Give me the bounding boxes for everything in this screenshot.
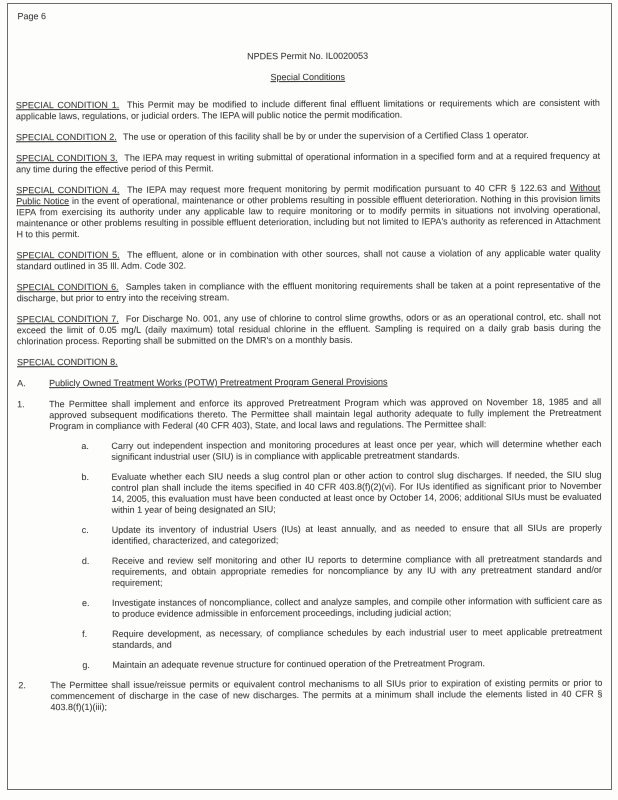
condition-8-label: SPECIAL CONDITION 8. bbox=[16, 356, 118, 368]
subitem-e-label: e. bbox=[82, 597, 90, 608]
page-content bbox=[15, 9, 602, 723]
section-a-heading: Publicly Owned Treatment Works (POTW) Pretreatment Program General Provisions bbox=[49, 376, 388, 389]
subitem-g-text: Maintain an adequate revenue structure for continued operation of the Pretreatment Program. bbox=[112, 658, 486, 670]
subitem-b-label: b. bbox=[81, 471, 90, 482]
item-1-label: 1. bbox=[17, 399, 25, 410]
subitem-a bbox=[81, 439, 601, 463]
subitem-g-label: g. bbox=[82, 659, 90, 670]
special-condition-6 bbox=[17, 280, 601, 305]
subitem-c bbox=[82, 523, 602, 547]
page-number: Page 6 bbox=[17, 11, 47, 22]
permit-number: NPDES Permit No. IL0020053 bbox=[247, 50, 369, 62]
special-condition-4 bbox=[16, 183, 600, 241]
condition-4-underlined-phrase: Without Public Notice bbox=[16, 182, 601, 207]
condition-3-label: SPECIAL CONDITION 3. bbox=[16, 152, 118, 164]
subitem-f-label: f. bbox=[82, 628, 88, 639]
subitem-list bbox=[17, 439, 602, 672]
subitem-e-text: Investigate instances of noncompliance, collect and analyze samples, and compile other information with sufficient care as to produce evidence admissible in enforcement proceedings, including judicial action; bbox=[112, 595, 603, 619]
subitem-f-text: Require development, as necessary, of compliance schedules by each industrial user to meet applicable pretreatment standards, and bbox=[112, 626, 603, 650]
subitem-f bbox=[82, 627, 602, 651]
condition-2-text: The use or operation of this facility shall be by or under the supervision of a Certified Class 1 operator. bbox=[123, 130, 529, 142]
special-condition-7 bbox=[17, 312, 601, 348]
subitem-d bbox=[82, 554, 602, 589]
subitem-d-text: Receive and review self monitoring and other IU reports to determine compliance with all pretreatment standards and requirements, and obtain appropriate remedies for noncompliance by any IU with any pretreatment standard and/or requirement; bbox=[111, 553, 602, 588]
special-condition-8 bbox=[17, 355, 601, 369]
document-title: Special Conditions bbox=[270, 71, 346, 83]
special-condition-1 bbox=[16, 98, 600, 123]
section-a-label: A. bbox=[17, 378, 26, 389]
item-2-text: The Permittee shall issue/reissue permits or equivalent control mechanisms to all SIUs prior to expiration of existing permits or prior to commencement of discharge in the case of new discharges. The permits at a minimum shall include the elements listed in 40 CFR § 403.8(f)(1)(iii); bbox=[50, 677, 603, 713]
condition-1-label: SPECIAL CONDITION 1. bbox=[15, 99, 120, 111]
special-condition-3 bbox=[16, 151, 600, 176]
subitem-d-label: d. bbox=[81, 555, 90, 566]
condition-5-text: The effluent, alone or in combination with other sources, shall not cause a violation of any applicable water quality standard outlined in 35 Ill. Adm. Code 302. bbox=[16, 247, 601, 272]
condition-6-label: SPECIAL CONDITION 6. bbox=[16, 281, 119, 293]
condition-3-text: The IEPA may request in writing submittal of operational information in a specified form and at a required frequency at any time during the effective period of this Permit. bbox=[16, 150, 601, 175]
subitem-b-text: Evaluate whether each SIU needs a slug control plan or other action to control slug discharges. If needed, the SIU slug control plan shall include the items specified in 40 CFR 403.8(f)(2)(vi). For IUs identified as significant prior to November 14, 2005, this evaluation must have been conducted at least once by October 14, 2006; additional SIUs must be evaluated within 1 year of being designated an SIU; bbox=[111, 469, 602, 515]
subitem-c-text: Update its inventory of industrial Users (IUs) at least annually, and as needed to ensure that all SIUs are properly identified, characterized, and categorized; bbox=[111, 522, 602, 546]
condition-4-label: SPECIAL CONDITION 4. bbox=[16, 184, 120, 196]
condition-6-text: Samples taken in compliance with the effluent monitoring requirements shall be taken at a point representative of the discharge, but prior to entry into the receiving stream. bbox=[16, 279, 601, 304]
condition-4-text-pre: The IEPA may request more frequent monitoring by permit modification pursuant to 40 CFR § 122.63 and bbox=[127, 182, 566, 195]
condition-7-label: SPECIAL CONDITION 7. bbox=[16, 313, 119, 325]
condition-2-label: SPECIAL CONDITION 2. bbox=[15, 131, 117, 143]
subitem-a-text: Carry out independent inspection and monitoring procedures at least once per year, which will determine whether each significant industrial user (SIU) is in compliance with applicable pretreatment standards. bbox=[111, 438, 602, 462]
condition-4-text-post: in the event of operational, maintenance or other problems resulting in possible effluent deterioration. Nothing in this provision limits IEPA from exercising its authority under any applicable law to require monitoring or to modify permits in situations not involving operational, maintenance or other problems resulting in possible effluent deterioration, including but not limited to IEPA's authority as referenced in Attachment H to this permit. bbox=[16, 193, 601, 240]
special-condition-5 bbox=[16, 248, 600, 273]
subitem-c-label: c. bbox=[81, 524, 89, 535]
condition-1-text: This Permit may be modified to include different final effluent limitations or requirements which are consistent with applicable laws, regulations, or judicial orders. The IEPA will public notice the permit modification. bbox=[15, 97, 600, 122]
condition-5-label: SPECIAL CONDITION 5. bbox=[16, 249, 120, 261]
item-1 bbox=[17, 397, 601, 433]
condition-7-text: For Discharge No. 001, any use of chlorine to control slime growths, odors or as an operational control, etc. shall not exceed the limit of 0.05 mg/L (daily maximum) total residual chlorine in the effluent. Sampling is required on a daily grab basis during the chlorination process. Reporting shall be submitted on the DMR's on a monthly basis. bbox=[16, 311, 601, 347]
section-a bbox=[17, 376, 601, 390]
subitem-e bbox=[82, 596, 602, 620]
item-1-text: The Permittee shall implement and enforce its approved Pretreatment Program which was approved on November 18, 1985 and all approved subsequent modifications thereto. The Permittee shall maintain legal authority adequate to fully implement the Pretreatment Program in compliance with Federal (40 CFR 403), State, and local laws and regulations. The Permittee shall: bbox=[49, 396, 602, 432]
subitem-g bbox=[82, 658, 602, 671]
subitem-b bbox=[81, 470, 601, 516]
special-condition-2 bbox=[16, 130, 600, 144]
item-2-label: 2. bbox=[18, 680, 26, 691]
item-2 bbox=[18, 678, 602, 714]
subitem-a-label: a. bbox=[81, 440, 89, 451]
